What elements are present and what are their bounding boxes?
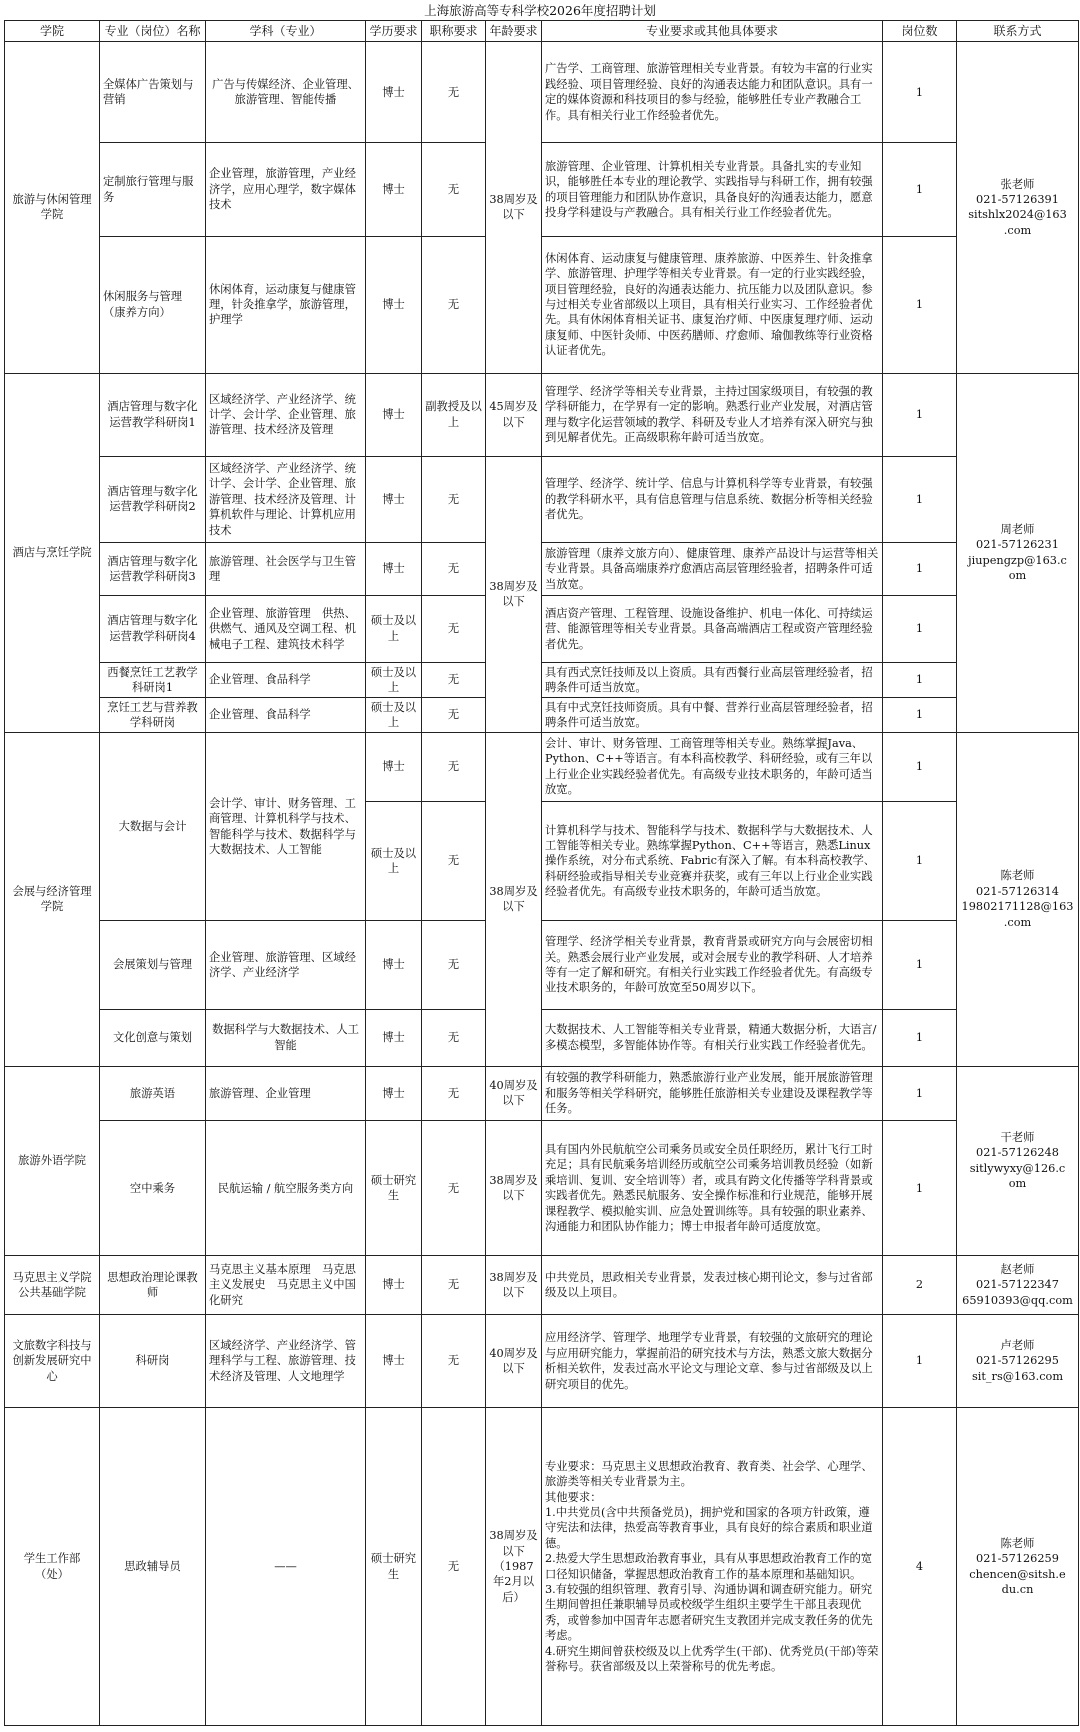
header-contact: 联系方式	[957, 21, 1079, 42]
rank-cell: 副教授及以上	[422, 373, 486, 456]
requirements-cell: 酒店资产管理、工程管理、设施设备维护、机电一体化、可持续运营、能源管理等相关专业背景。具备高端酒店工程或资产管理经验者优先。	[542, 595, 883, 662]
table-row	[5, 1121, 1079, 1256]
post-cell: 文化创意与策划	[100, 1009, 206, 1066]
requirements-cell: 专业要求：马克思主义思想政治教育、教育类、社会学、心理学、旅游类等相关专业背景为主。 其他要求： 1.中共党员(含中共预备党员)，拥护党和国家的各项方针政策，遵守宪法和法律，热爱高等教育事业，具有良好的综合素质和职业道德。 2.热爱大学生思想政治教育事业，具有从事思想政治教育工作的宽口径知识储备，掌握思想政治教育工作的基本原理和基础知识。 3.有较强的组织管理、教育引导、沟通协调和调查研究能力。研究生期间曾担任兼职辅导员或校级学生组织主要学生干部且表现优秀，或曾参加中国青年志愿者研究生支教团并完成支教任务的优先考虑。 4.研究生期间曾获校级及以上优秀学生(干部)、优秀党员(干部)等荣誉称号。获省部级及以上荣誉称号的优先考虑。	[542, 1408, 883, 1726]
count-cell: 1	[883, 373, 957, 456]
degree-cell: 博士	[366, 921, 422, 1009]
degree-cell: 博士	[366, 1315, 422, 1408]
college-cell: 马克思主义学院 公共基础学院	[5, 1256, 100, 1315]
requirements-cell: 具有中式烹饪技师资质。具有中餐、营养行业高层管理经验者，招聘条件可适当放宽。	[542, 698, 883, 732]
table-row	[5, 456, 1079, 542]
requirements-cell: 应用经济学、管理学、地理学专业背景，有较强的文旅研究的理论与应用研究能力，掌握前沿的研究技术与方法，熟悉文旅大数据分析相关软件，发表过高水平论文与理论文章、参与过省部级及以上研究项目的优先。	[542, 1315, 883, 1408]
rank-cell: 无	[422, 921, 486, 1009]
requirements-cell: 广告学、工商管理、旅游管理相关专业背景。有较为丰富的行业实践经验、项目管理经验、良好的沟通表达能力和团队意识。具有一定的媒体资源和科技项目的参与经验，能够胜任专业产教融合工作。具有相关行业工作经验者优先。	[542, 42, 883, 143]
age-cell: 45周岁及以下	[486, 373, 542, 456]
subject-cell: 旅游管理、企业管理	[206, 1066, 366, 1121]
table-row	[5, 732, 1079, 801]
subject-cell: 区域经济学、产业经济学、统计学、会计学、企业管理、旅游管理、技术经济及管理	[206, 373, 366, 456]
table-row	[5, 698, 1079, 732]
count-cell: 1	[883, 1121, 957, 1256]
header-age: 年龄要求	[486, 21, 542, 42]
post-cell: 酒店管理与数字化运营教学科研岗1	[100, 373, 206, 456]
count-cell: 1	[883, 1315, 957, 1408]
subject-cell: 企业管理，旅游管理，产业经济学，应用心理学，数字媒体技术	[206, 143, 366, 236]
subject-cell: 区域经济学、产业经济学、管理科学与工程、旅游管理、技术经济及管理、人文地理学	[206, 1315, 366, 1408]
post-cell: 科研岗	[100, 1315, 206, 1408]
post-cell: 大数据与会计	[100, 732, 206, 921]
count-cell: 1	[883, 1009, 957, 1066]
table-row	[5, 1408, 1079, 1726]
header-count: 岗位数	[883, 21, 957, 42]
subject-cell: 广告与传媒经济、企业管理、旅游管理、智能传播	[206, 42, 366, 143]
requirements-cell: 具有西式烹饪技师及以上资质。具有西餐行业高层管理经验者，招聘条件可适当放宽。	[542, 662, 883, 698]
count-cell: 1	[883, 595, 957, 662]
requirements-cell: 旅游管理（康养文旅方向）、健康管理、康养产品设计与运营等相关专业背景。具备高端康养疗愈酒店高层管理经验者，招聘条件可适当放宽。	[542, 543, 883, 596]
rank-cell: 无	[422, 456, 486, 542]
degree-cell: 硕士及以上	[366, 595, 422, 662]
subject-cell: 企业管理、食品科学	[206, 698, 366, 732]
header-row	[5, 21, 1079, 42]
count-cell: 1	[883, 1066, 957, 1121]
degree-cell: 博士	[366, 373, 422, 456]
post-cell: 定制旅行管理与服务	[100, 143, 206, 236]
recruitment-table	[4, 20, 1079, 1726]
college-cell: 会展与经济管理学院	[5, 732, 100, 1066]
degree-cell: 博士	[366, 236, 422, 373]
post-cell: 酒店管理与数字化运营教学科研岗2	[100, 456, 206, 542]
table-row	[5, 1066, 1079, 1121]
subject-cell: 企业管理、旅游管理 供热、供燃气、通风及空调工程、机械电子工程、建筑技术科学	[206, 595, 366, 662]
age-cell: 38周岁及以下	[486, 42, 542, 374]
post-cell: 酒店管理与数字化运营教学科研岗4	[100, 595, 206, 662]
post-cell: 会展策划与管理	[100, 921, 206, 1009]
rank-cell: 无	[422, 1408, 486, 1726]
rank-cell: 无	[422, 662, 486, 698]
post-cell: 酒店管理与数字化运营教学科研岗3	[100, 543, 206, 596]
contact-cell: 周老师 021-57126231 jiupengzp@163.c om	[957, 373, 1079, 732]
degree-cell: 硕士及以上	[366, 698, 422, 732]
subject-cell: 企业管理、食品科学	[206, 662, 366, 698]
subject-cell: 数据科学与大数据技术、人工智能	[206, 1009, 366, 1066]
college-cell: 旅游外语学院	[5, 1066, 100, 1256]
rank-cell: 无	[422, 698, 486, 732]
table-row	[5, 595, 1079, 662]
rank-cell: 无	[422, 236, 486, 373]
rank-cell: 无	[422, 1256, 486, 1315]
degree-cell: 硕士研究生	[366, 1121, 422, 1256]
age-cell: 38周岁及以下	[486, 732, 542, 1066]
college-cell: 文旅数字科技与创新发展研究中心	[5, 1315, 100, 1408]
age-cell: 40周岁及以下	[486, 1066, 542, 1121]
table-row	[5, 143, 1079, 236]
contact-cell: 陈老师 021-57126314 19802171128@163 .com	[957, 732, 1079, 1066]
requirements-cell: 大数据技术、人工智能等相关专业背景，精通大数据分析，大语言/多模态模型，多智能体协作等。有相关行业实践工作经验者优先。	[542, 1009, 883, 1066]
degree-cell: 博士	[366, 1256, 422, 1315]
requirements-cell: 管理学、经济学等相关专业背景，主持过国家级项目，有较强的教学科研能力，在学界有一定的影响。熟悉行业产业发展，对酒店管理与数字化运营领域的教学、科研及专业人才培养有深入研究与独到见解者优先。正高级职称年龄可适当放宽。	[542, 373, 883, 456]
requirements-cell: 有较强的教学科研能力，熟悉旅游行业产业发展，能开展旅游管理和服务等相关学科研究，能够胜任旅游相关专业建设及课程教学等任务。	[542, 1066, 883, 1121]
post-cell: 空中乘务	[100, 1121, 206, 1256]
requirements-cell: 会计、审计、财务管理、工商管理等相关专业。熟练掌握Java、Python、C++等语言。有本科高校教学、科研经验，或有三年以上行业企业实践经验者优先。有高级专业技术职务的，年龄可适当放宽。	[542, 732, 883, 801]
post-cell: 旅游英语	[100, 1066, 206, 1121]
requirements-cell: 管理学、经济学、统计学、信息与计算机科学等专业背景，有较强的教学科研水平，具有信息管理与信息系统、数据分析等相关经验者优先。	[542, 456, 883, 542]
degree-cell: 博士	[366, 543, 422, 596]
degree-cell: 博士	[366, 42, 422, 143]
subject-cell: 企业管理、旅游管理、区域经济学、产业经济学	[206, 921, 366, 1009]
count-cell: 1	[883, 143, 957, 236]
header-post: 专业（岗位）名称	[100, 21, 206, 42]
post-cell: 西餐烹饪工艺教学科研岗1	[100, 662, 206, 698]
rank-cell: 无	[422, 732, 486, 801]
count-cell: 1	[883, 543, 957, 596]
rank-cell: 无	[422, 1066, 486, 1121]
table-row	[5, 42, 1079, 143]
subject-cell: 旅游管理、社会医学与卫生管理	[206, 543, 366, 596]
requirements-cell: 管理学、经济学相关专业背景，教育背景或研究方向与会展密切相关。熟悉会展行业产业发展，或对会展专业的教学科研、人才培养等有一定了解和研究。有相关行业实践工作经验者优先。有高级专业技术职务的，年龄可放宽至50周岁以下。	[542, 921, 883, 1009]
subject-cell: 休闲体育，运动康复与健康管理，针灸推拿学，旅游管理，护理学	[206, 236, 366, 373]
post-cell: 全媒体广告策划与营销	[100, 42, 206, 143]
table-row	[5, 921, 1079, 1009]
table-row	[5, 236, 1079, 373]
requirements-cell: 旅游管理、企业管理、计算机相关专业背景。具备扎实的专业知识，能够胜任本专业的理论教学、实践指导与科研工作，拥有较强的项目管理能力和团队协作意识，具备良好的沟通表达能力，愿意投身学科建设与产教融合。具有相关行业工作经验者优先。	[542, 143, 883, 236]
subject-cell: ——	[206, 1408, 366, 1726]
degree-cell: 硕士及以上	[366, 801, 422, 921]
count-cell: 4	[883, 1408, 957, 1726]
degree-cell: 硕士及以上	[366, 662, 422, 698]
rank-cell: 无	[422, 42, 486, 143]
table-row	[5, 373, 1079, 456]
degree-cell: 博士	[366, 143, 422, 236]
subject-cell: 民航运输 / 航空服务类方向	[206, 1121, 366, 1256]
age-cell: 38周岁及以下（1987年2月以后）	[486, 1408, 542, 1726]
degree-cell: 博士	[366, 456, 422, 542]
header-degree: 学历要求	[366, 21, 422, 42]
header-requirements: 专业要求或其他具体要求	[542, 21, 883, 42]
age-cell: 38周岁及以下	[486, 1121, 542, 1256]
count-cell: 1	[883, 456, 957, 542]
post-cell: 休闲服务与管理（康养方向）	[100, 236, 206, 373]
contact-cell: 赵老师 021-57122347 65910393@qq.com	[957, 1256, 1079, 1315]
rank-cell: 无	[422, 143, 486, 236]
rank-cell: 无	[422, 1315, 486, 1408]
college-cell: 旅游与休闲管理学院	[5, 42, 100, 374]
table-row	[5, 662, 1079, 698]
college-cell: 学生工作部 （处）	[5, 1408, 100, 1726]
requirements-cell: 休闲体育、运动康复与健康管理、康养旅游、中医养生、针灸推拿学、旅游管理、护理学等相关专业背景。有一定的行业实践经验，项目管理经验，良好的沟通表达能力、抗压能力以及团队意识。参与过相关专业省部级以上项目，具有相关行业实习、工作经验者优先。具有休闲体育相关证书、康复治疗师、中医康复理疗师、运动康复师、中医针灸师、中医药膳师、疗愈师、瑜伽教练等行业资格认证者优先。	[542, 236, 883, 373]
requirements-cell: 计算机科学与技术、智能科学与技术、数据科学与大数据技术、人工智能等相关专业。熟练掌握Python、C++等语言，熟悉Linux操作系统，对分布式系统、Fabric有深入了解。有本科高校教学、科研经验或指导相关专业竞赛并获奖，或有三年以上行业企业实践经验者优先。有高级专业技术职务的，年龄可适当放宽。	[542, 801, 883, 921]
rank-cell: 无	[422, 1121, 486, 1256]
requirements-cell: 具有国内外民航航空公司乘务员或安全员任职经历，累计飞行工时充足；具有民航乘务培训经历或航空公司乘务培训教员经验（如新乘培训、复训、安全培训等）者，或具有跨文化传播等学科背景或实践者优先。熟悉民航服务、安全操作标准和行业规范，能够开展课程教学、模拟舱实训、应急处置训练等。具有较强的职业素养、沟通能力和团队协作能力；博士申报者年龄可适度放宽。	[542, 1121, 883, 1256]
age-cell: 40周岁及以下	[486, 1315, 542, 1408]
table-row	[5, 1315, 1079, 1408]
count-cell: 1	[883, 801, 957, 921]
age-cell: 38周岁及以下	[486, 456, 542, 732]
rank-cell: 无	[422, 1009, 486, 1066]
table-row	[5, 1256, 1079, 1315]
post-cell: 思想政治理论课教师	[100, 1256, 206, 1315]
rank-cell: 无	[422, 801, 486, 921]
contact-cell: 卢老师 021-57126295 sit_rs@163.com	[957, 1315, 1079, 1408]
header-rank: 职称要求	[422, 21, 486, 42]
requirements-cell: 中共党员，思政相关专业背景，发表过核心期刊论文，参与过省部级及以上项目。	[542, 1256, 883, 1315]
post-cell: 烹饪工艺与营养教学科研岗	[100, 698, 206, 732]
post-cell: 思政辅导员	[100, 1408, 206, 1726]
table-row	[5, 1009, 1079, 1066]
rank-cell: 无	[422, 595, 486, 662]
subject-cell: 马克思主义基本原理 马克思主义发展史 马克思主义中国化研究	[206, 1256, 366, 1315]
header-college: 学院	[5, 21, 100, 42]
count-cell: 1	[883, 732, 957, 801]
subject-cell: 会计学、审计、财务管理、工商管理、计算机科学与技术、智能科学与技术、数据科学与大数据技术、人工智能	[206, 732, 366, 921]
document-title: 上海旅游高等专科学校2026年度招聘计划	[424, 3, 656, 18]
count-cell: 1	[883, 42, 957, 143]
age-cell: 38周岁及以下	[486, 1256, 542, 1315]
degree-cell: 博士	[366, 1009, 422, 1066]
count-cell: 1	[883, 662, 957, 698]
contact-cell: 陈老师 021-57126259 chencen@sitsh.e du.cn	[957, 1408, 1079, 1726]
degree-cell: 硕士研究生	[366, 1408, 422, 1726]
degree-cell: 博士	[366, 732, 422, 801]
count-cell: 1	[883, 236, 957, 373]
count-cell: 1	[883, 698, 957, 732]
rank-cell: 无	[422, 543, 486, 596]
count-cell: 1	[883, 921, 957, 1009]
count-cell: 2	[883, 1256, 957, 1315]
header-subject: 学科（专业）	[206, 21, 366, 42]
college-cell: 酒店与烹饪学院	[5, 373, 100, 732]
contact-cell: 干老师 021-57126248 sitlywyxy@126.c om	[957, 1066, 1079, 1256]
table-row	[5, 543, 1079, 596]
degree-cell: 博士	[366, 1066, 422, 1121]
subject-cell: 区域经济学、产业经济学、统计学、会计学、企业管理、旅游管理、技术经济及管理、计算机软件与理论、计算机应用技术	[206, 456, 366, 542]
contact-cell: 张老师 021-57126391 sitshlx2024@163 .com	[957, 42, 1079, 374]
